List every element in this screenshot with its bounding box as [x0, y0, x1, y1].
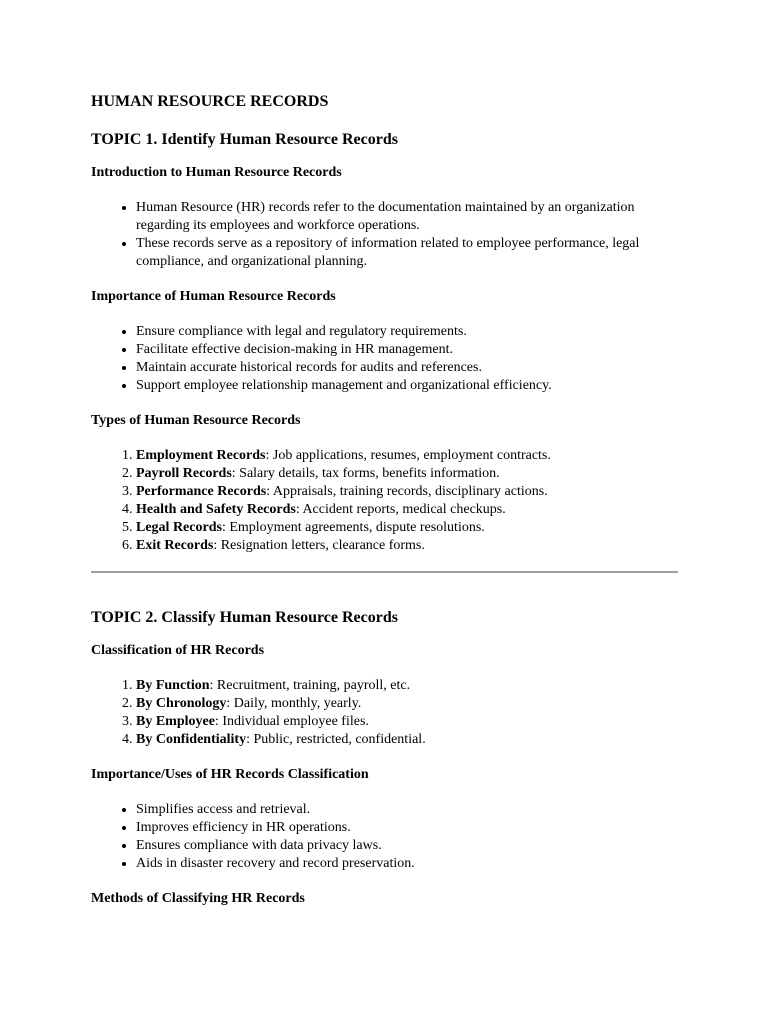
list-item: • Improves efficiency in HR operations.: [136, 819, 678, 837]
class-term: By Confidentiality: [136, 732, 247, 747]
class-desc: : Public, restricted, confidential.: [246, 732, 426, 747]
list-item: • These records serve as a repository of information related to employee performance, legal compliance, and organizational planning.: [136, 235, 678, 271]
list-item: [136, 465, 678, 483]
list-item: • Ensure compliance with legal and regulatory requirements.: [136, 323, 678, 341]
list-item: [136, 501, 678, 519]
type-term: Exit Records: [136, 538, 214, 553]
class-term: By Function: [136, 678, 210, 693]
list-item: • Aids in disaster recovery and record preservation.: [136, 855, 678, 873]
type-desc: : Accident reports, medical checkups.: [295, 502, 506, 517]
document-title: HUMAN RESOURCE RECORDS: [91, 93, 329, 110]
class-desc: : Daily, monthly, yearly.: [226, 696, 362, 711]
class-term: By Employee: [136, 714, 215, 729]
topic-2-title: TOPIC 2. Classify Human Resource Records: [91, 609, 398, 626]
type-desc: : Employment agreements, dispute resolutions.: [221, 520, 485, 535]
list-item: • Support employee relationship management and organizational efficiency.: [136, 377, 678, 395]
classification-heading: Classification of HR Records: [91, 643, 265, 658]
types-heading: Types of Human Resource Records: [91, 413, 301, 428]
list-item: • Facilitate effective decision-making in HR management.: [136, 341, 678, 359]
importance-list: [91, 323, 678, 395]
type-desc: : Salary details, tax forms, benefits information.: [231, 466, 500, 481]
list-item: [136, 519, 678, 537]
classification-list: [91, 677, 678, 749]
list-item: [136, 695, 678, 713]
methods-heading: Methods of Classifying HR Records: [91, 891, 305, 906]
class-desc: : Individual employee files.: [214, 714, 369, 729]
type-desc: : Job applications, resumes, employment contracts.: [265, 448, 551, 463]
types-list: [91, 447, 678, 555]
uses-heading: Importance/Uses of HR Records Classification: [91, 767, 369, 782]
list-item: [136, 677, 678, 695]
type-desc: : Resignation letters, clearance forms.: [213, 538, 425, 553]
list-item: [136, 483, 678, 501]
type-term: Employment Records: [136, 448, 266, 463]
class-desc: : Recruitment, training, payroll, etc.: [209, 678, 411, 693]
list-item: [136, 537, 678, 555]
document-page: [91, 90, 678, 909]
type-term: Health and Safety Records: [136, 502, 296, 517]
intro-list: [91, 199, 678, 271]
list-item: • Maintain accurate historical records for audits and references.: [136, 359, 678, 377]
importance-heading: Importance of Human Resource Records: [91, 289, 336, 304]
class-term: By Chronology: [136, 696, 227, 711]
type-term: Legal Records: [136, 520, 222, 535]
list-item: [136, 731, 678, 749]
type-term: Payroll Records: [136, 466, 232, 481]
list-item: • Human Resource (HR) records refer to the documentation maintained by an organization regarding its employees and workforce operations.: [136, 199, 678, 235]
type-desc: : Appraisals, training records, disciplinary actions.: [266, 484, 548, 499]
list-item: • Simplifies access and retrieval.: [136, 801, 678, 819]
topic-1-title: TOPIC 1. Identify Human Resource Records: [91, 131, 398, 148]
uses-list: [91, 801, 678, 873]
section-divider: [91, 571, 678, 573]
list-item: [136, 447, 678, 465]
list-item: [136, 713, 678, 731]
type-term: Performance Records: [136, 484, 267, 499]
list-item: • Ensures compliance with data privacy laws.: [136, 837, 678, 855]
intro-heading: Introduction to Human Resource Records: [91, 165, 342, 180]
